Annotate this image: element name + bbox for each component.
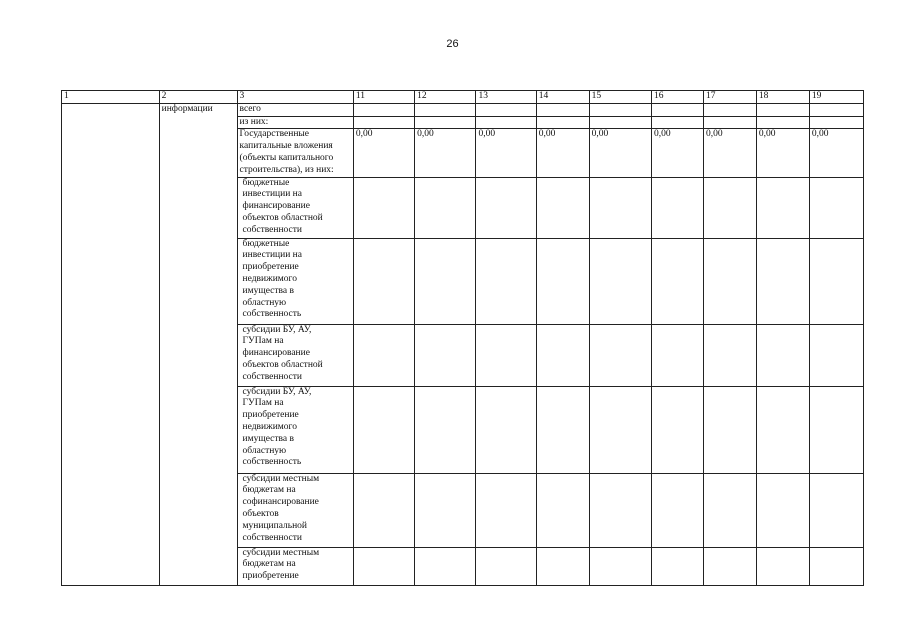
value-cell xyxy=(756,386,809,473)
header-cell: 1 xyxy=(62,91,160,104)
value-cell xyxy=(415,473,476,547)
header-cell: 2 xyxy=(159,91,237,104)
value-cell xyxy=(353,103,414,116)
value-cell xyxy=(652,103,704,116)
value-cell xyxy=(536,103,589,116)
row-label: бюджетные инвестиции на приобретение недвижимого имущества в областную собственность xyxy=(237,238,353,324)
value-cell xyxy=(589,473,651,547)
value-cell: 0,00 xyxy=(703,129,756,177)
value-cell: 0,00 xyxy=(589,129,651,177)
value-cell xyxy=(536,177,589,238)
value-cell xyxy=(353,177,414,238)
header-cell: 16 xyxy=(652,91,704,104)
value-cell xyxy=(703,238,756,324)
page-number: 26 xyxy=(446,38,459,50)
value-cell xyxy=(809,177,863,238)
value-cell: 0,00 xyxy=(476,129,536,177)
value-cell xyxy=(415,547,476,585)
value-cell xyxy=(536,116,589,129)
value-cell xyxy=(536,473,589,547)
value-cell xyxy=(809,473,863,547)
value-cell xyxy=(756,324,809,386)
value-cell xyxy=(415,386,476,473)
value-cell xyxy=(652,116,704,129)
value-cell xyxy=(476,324,536,386)
row-label: бюджетные инвестиции на финансирование объектов областной собственности xyxy=(237,177,353,238)
table-row xyxy=(62,103,864,116)
row-label: субсидии местным бюджетам на приобретение xyxy=(237,547,353,585)
value-cell xyxy=(476,473,536,547)
header-cell: 3 xyxy=(237,91,353,104)
value-cell xyxy=(809,547,863,585)
value-cell xyxy=(536,547,589,585)
budget-table xyxy=(61,90,864,586)
value-cell xyxy=(652,177,704,238)
value-cell xyxy=(353,386,414,473)
value-cell: 0,00 xyxy=(353,129,414,177)
col1-cell xyxy=(62,103,160,585)
row-label: субсидии местным бюджетам на софинансирование объектов муниципальной собственности xyxy=(237,473,353,547)
value-cell xyxy=(589,238,651,324)
value-cell xyxy=(415,103,476,116)
value-cell: 0,00 xyxy=(536,129,589,177)
value-cell xyxy=(756,177,809,238)
value-cell xyxy=(652,324,704,386)
value-cell xyxy=(353,238,414,324)
value-cell xyxy=(415,116,476,129)
header-cell: 14 xyxy=(536,91,589,104)
value-cell xyxy=(756,103,809,116)
header-cell: 18 xyxy=(756,91,809,104)
value-cell xyxy=(809,386,863,473)
value-cell xyxy=(536,238,589,324)
value-cell xyxy=(703,386,756,473)
value-cell xyxy=(536,386,589,473)
value-cell xyxy=(756,238,809,324)
col2-cell: информации xyxy=(159,103,237,585)
value-cell xyxy=(703,116,756,129)
value-cell xyxy=(353,116,414,129)
value-cell: 0,00 xyxy=(809,129,863,177)
value-cell xyxy=(476,238,536,324)
value-cell xyxy=(652,386,704,473)
value-cell xyxy=(589,177,651,238)
value-cell xyxy=(589,116,651,129)
value-cell xyxy=(703,177,756,238)
row-label: всего xyxy=(237,103,353,116)
value-cell xyxy=(756,547,809,585)
value-cell xyxy=(652,473,704,547)
value-cell xyxy=(589,103,651,116)
value-cell xyxy=(476,547,536,585)
value-cell xyxy=(476,116,536,129)
value-cell xyxy=(703,547,756,585)
value-cell xyxy=(809,103,863,116)
value-cell xyxy=(652,238,704,324)
value-cell xyxy=(415,177,476,238)
header-cell: 17 xyxy=(703,91,756,104)
value-cell xyxy=(415,238,476,324)
row-label: субсидии БУ, АУ, ГУПам на финансирование объектов областной собственности xyxy=(237,324,353,386)
value-cell xyxy=(353,547,414,585)
row-label: субсидии БУ, АУ, ГУПам на приобретение недвижимого имущества в областную собственность xyxy=(237,386,353,473)
value-cell xyxy=(589,386,651,473)
value-cell xyxy=(589,547,651,585)
value-cell xyxy=(809,324,863,386)
value-cell: 0,00 xyxy=(415,129,476,177)
value-cell xyxy=(476,103,536,116)
row-label: Государственные капитальные вложения (объекты капитального строительства), из них: xyxy=(237,129,353,177)
header-row xyxy=(62,91,864,104)
value-cell xyxy=(536,324,589,386)
value-cell: 0,00 xyxy=(756,129,809,177)
value-cell xyxy=(476,177,536,238)
value-cell xyxy=(703,324,756,386)
header-cell: 15 xyxy=(589,91,651,104)
header-cell: 13 xyxy=(476,91,536,104)
value-cell xyxy=(809,238,863,324)
value-cell xyxy=(756,116,809,129)
value-cell: 0,00 xyxy=(652,129,704,177)
header-cell: 11 xyxy=(353,91,414,104)
row-label: из них: xyxy=(237,116,353,129)
value-cell xyxy=(703,103,756,116)
value-cell xyxy=(809,116,863,129)
value-cell xyxy=(353,324,414,386)
value-cell xyxy=(476,386,536,473)
value-cell xyxy=(703,473,756,547)
value-cell xyxy=(589,324,651,386)
value-cell xyxy=(415,324,476,386)
value-cell xyxy=(756,473,809,547)
header-cell: 19 xyxy=(809,91,863,104)
value-cell xyxy=(652,547,704,585)
header-cell: 12 xyxy=(415,91,476,104)
value-cell xyxy=(353,473,414,547)
